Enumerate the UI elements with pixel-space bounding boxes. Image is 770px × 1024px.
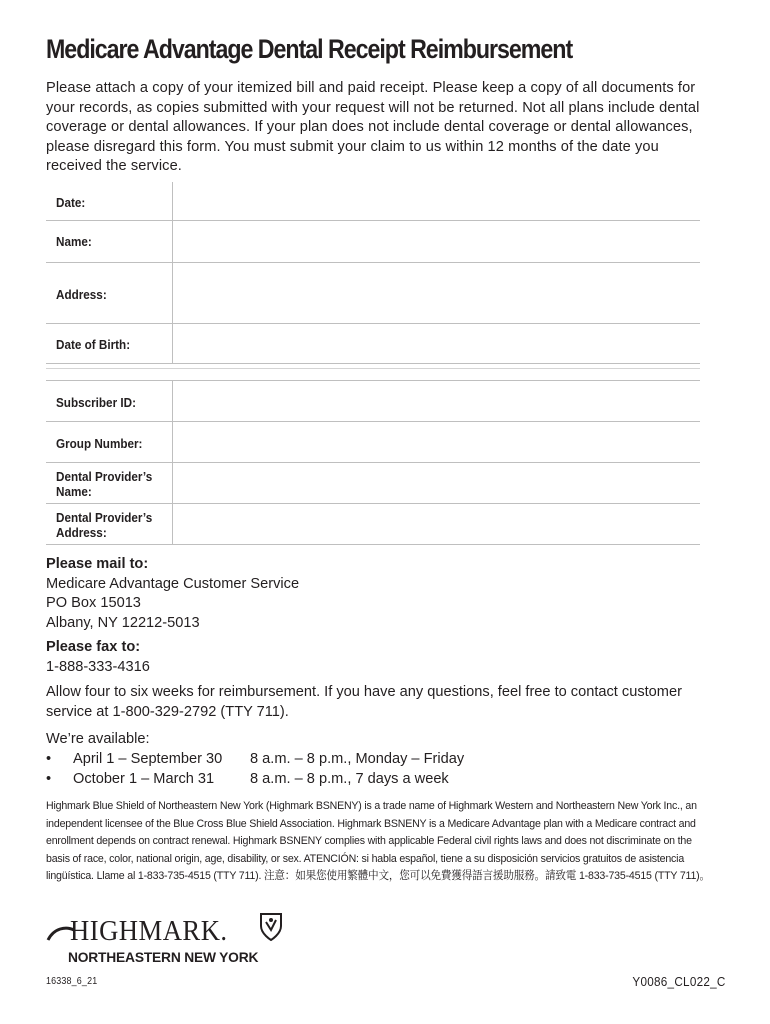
date-field[interactable] — [172, 182, 700, 220]
address-field[interactable] — [172, 263, 700, 323]
name-label: Name: — [56, 234, 92, 249]
name-field[interactable] — [172, 221, 700, 262]
provider-name-row — [46, 463, 700, 504]
address-label: Address: — [56, 287, 107, 302]
provider-address-row — [46, 504, 700, 545]
group-label: Group Number: — [56, 436, 143, 451]
mail-line-1: Medicare Advantage Customer Service — [46, 575, 300, 592]
highmark-logo — [46, 910, 286, 972]
dob-field[interactable] — [172, 324, 700, 363]
subscriber-row — [46, 381, 700, 422]
mail-section — [46, 555, 299, 633]
dob-row — [46, 324, 700, 364]
shield-icon — [258, 912, 284, 942]
bullet: • — [46, 770, 52, 787]
availability-period: October 1 – March 31 — [73, 770, 215, 787]
bullet: • — [46, 750, 52, 767]
provider-info-table — [46, 380, 700, 545]
section-divider — [46, 368, 700, 369]
subscriber-field[interactable] — [172, 381, 700, 421]
date-row — [46, 182, 700, 221]
member-info-table — [46, 182, 700, 364]
dob-label: Date of Birth: — [56, 337, 131, 352]
group-field[interactable] — [172, 422, 700, 462]
allow-paragraph: Allow four to six weeks for reimbursement. If you have any questions, feel free to contact customer service at 1-800-329-2792 (TTY 711). — [46, 684, 682, 720]
mail-heading: Please mail to: — [46, 556, 149, 572]
availability-heading: We’re available: — [46, 731, 150, 747]
mail-line-3: Albany, NY 12212-5013 — [46, 614, 200, 631]
availability-row — [46, 770, 646, 790]
availability-period: April 1 – September 30 — [73, 750, 223, 767]
availability-section — [46, 730, 646, 790]
availability-hours: 8 a.m. – 8 p.m., 7 days a week — [250, 770, 449, 787]
form-code: 16338_6_21 — [46, 975, 98, 987]
subscriber-label: Subscriber ID: — [56, 395, 136, 410]
fax-section — [46, 638, 150, 677]
legal-disclaimer: Highmark Blue Shield of Northeastern New York (Highmark BSNENY) is a trade name of Highmark Western and Northeastern New York Inc., an independent licensee of the Blue Cross Blue Shield Association. Highmark BSNENY is a Medicare Advantage plan with a Medicare contract and enrollment depends on contract renewal. Highmark BSNENY complies with applicable Federal civil rights laws and does not discriminate on the basis of race, color, national origin, age, disability, or sex. ATENCIÓN: si habla español, tiene a su disposición servicios gratuitos de asistencia lingüística. Llame al 1-833-735-4515 (TTY 711). 注意：如果您使用繁體中文，您可以免費獲得語言援助服務。請致電 1-833-735-4515 (TTY 711)。 — [46, 800, 710, 883]
address-row — [46, 263, 700, 324]
logo-wordmark: HIGHMARK. — [70, 915, 228, 947]
provider-address-field[interactable] — [172, 504, 700, 544]
availability-hours: 8 a.m. – 8 p.m., Monday – Friday — [250, 750, 465, 767]
plan-code: Y0086_CL022_C — [632, 974, 726, 989]
provider-address-label: Dental Provider’s Address: — [56, 510, 153, 540]
page-title: Medicare Advantage Dental Receipt Reimbursement — [46, 34, 573, 64]
name-row — [46, 221, 700, 263]
mail-line-2: PO Box 15013 — [46, 595, 141, 612]
availability-row — [46, 750, 646, 770]
fax-number: 1-888-333-4316 — [46, 658, 150, 675]
intro-paragraph: Please attach a copy of your itemized bill and paid receipt. Please keep a copy of all documents for your records, as copies submitted with your request will not be returned. Not all plans include dental coverage or dental allowances. If your plan does not include dental coverage or dental allowances, please disregard this form. You must submit your claim to us within 12 months of the date you received the service. — [46, 80, 700, 175]
provider-name-field[interactable] — [172, 463, 700, 503]
logo-subtitle: NORTHEASTERN NEW YORK — [68, 950, 259, 965]
provider-name-label: Dental Provider’s Name: — [56, 469, 153, 499]
fax-heading: Please fax to: — [46, 639, 141, 655]
group-row — [46, 422, 700, 463]
date-label: Date: — [56, 195, 86, 210]
